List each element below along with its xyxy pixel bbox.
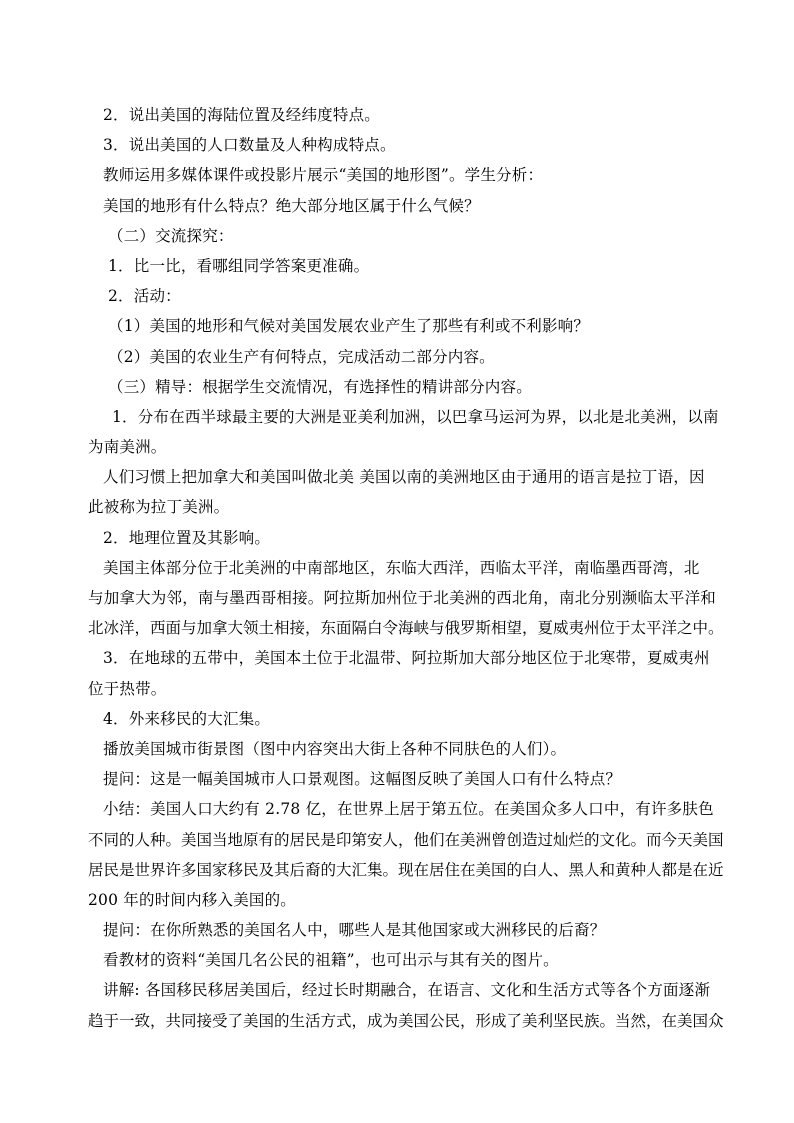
text-line-28: 提问：在你所熟悉的美国名人中，哪些人是其他国家或大洲移民的后裔？ — [103, 921, 606, 940]
text-line-31: 趋于一致，共同接受了美国的生活方式，成为美国公民，形成了美利坚民族。当然，在美国众 — [88, 1011, 724, 1030]
text-line-10: （三）精导：根据学生交流情况，有选择性的精讲部分内容。 — [108, 377, 532, 396]
text-line-19: 3．在地球的五带中，美国本土位于北温带、阿拉斯加大部分地区位于北寒带，夏威夷州 — [103, 649, 710, 668]
text-line-5: （二）交流探究： — [108, 226, 234, 245]
text-line-23: 提问：这是一幅美国城市人口景观图。这幅图反映了美国人口有什么特点？ — [103, 770, 622, 789]
text-line-15: 2．地理位置及其影响。 — [103, 528, 271, 547]
text-line-6: 1．比一比，看哪组同学答案更准确。 — [108, 256, 370, 275]
text-line-13: 人们习惯上把加拿大和美国叫做北美 美国以南的美洲地区由于通用的语言是拉丁语，因 — [103, 468, 705, 487]
text-line-18: 北冰洋，西面与加拿大领土相接，东面隔白令海峡与俄罗斯相望，夏威夷州位于太平洋之中。 — [88, 619, 724, 638]
text-line-27: 200 年的时间内移入美国的。 — [88, 890, 297, 909]
text-line-20: 位于热带。 — [88, 679, 167, 698]
text-line-24: 小结：美国人口大约有 2.78 亿，在世界上居于第五位。在美国众多人口中，有许多肤色 — [103, 800, 714, 819]
document-body — [88, 100, 726, 1036]
text-line-26: 居民是世界许多国家移民及其后裔的大汇集。现在居住在美国的白人、黑人和黄种人都是在近 — [88, 860, 724, 879]
text-line-16: 美国主体部分位于北美洲的中南部地区，东临大西洋，西临太平洋，南临墨西哥湾，北 — [103, 558, 700, 577]
text-line-22: 播放美国城市街景图（图中内容突出大街上各种不同肤色的人们）。 — [103, 739, 567, 758]
text-line-9: （2）美国的农业生产有何特点，完成活动二部分内容。 — [108, 347, 495, 366]
text-line-1: 2．说出美国的海陆位置及经纬度特点。 — [103, 106, 380, 124]
text-line-12: 为南美洲。 — [88, 438, 167, 457]
text-line-14: 此被称为拉丁美洲。 — [88, 498, 230, 517]
text-line-25: 不同的人种。美国当地原有的居民是印第安人，他们在美洲曾创造过灿烂的文化。而今天美国 — [88, 830, 724, 849]
text-line-30: 讲解: 各国移民移居美国后，经过长时期融合，在语言、文化和生活方式等各个方面逐渐 — [103, 981, 711, 1000]
text-line-17: 与加拿大为邻，南与墨西哥相接。阿拉斯加州位于北美洲的西北角，南北分别濒临太平洋和 — [88, 589, 717, 607]
text-line-4: 美国的地形有什么特点？绝大部分地区属于什么气候？ — [103, 196, 480, 215]
text-line-7: 2．活动： — [108, 287, 181, 306]
text-line-3: 教师运用多媒体课件或投影片展示“美国的地形图”。学生分析： — [103, 166, 544, 185]
text-line-29: 看教材的资料“美国几名公民的祖籍”，也可出示与其有关的图片。 — [103, 951, 559, 970]
text-line-21: 4．外来移民的大汇集。 — [103, 709, 271, 728]
text-line-2: 3．说出美国的人口数量及人种构成特点。 — [103, 136, 396, 155]
text-line-8: （1）美国的地形和气候对美国发展农业产生了那些有利或不利影响？ — [108, 317, 590, 336]
text-line-11: 1．分布在西半球最主要的大洲是亚美利加洲，以巴拿马运河为界，以北是北美洲，以南 — [112, 407, 719, 426]
